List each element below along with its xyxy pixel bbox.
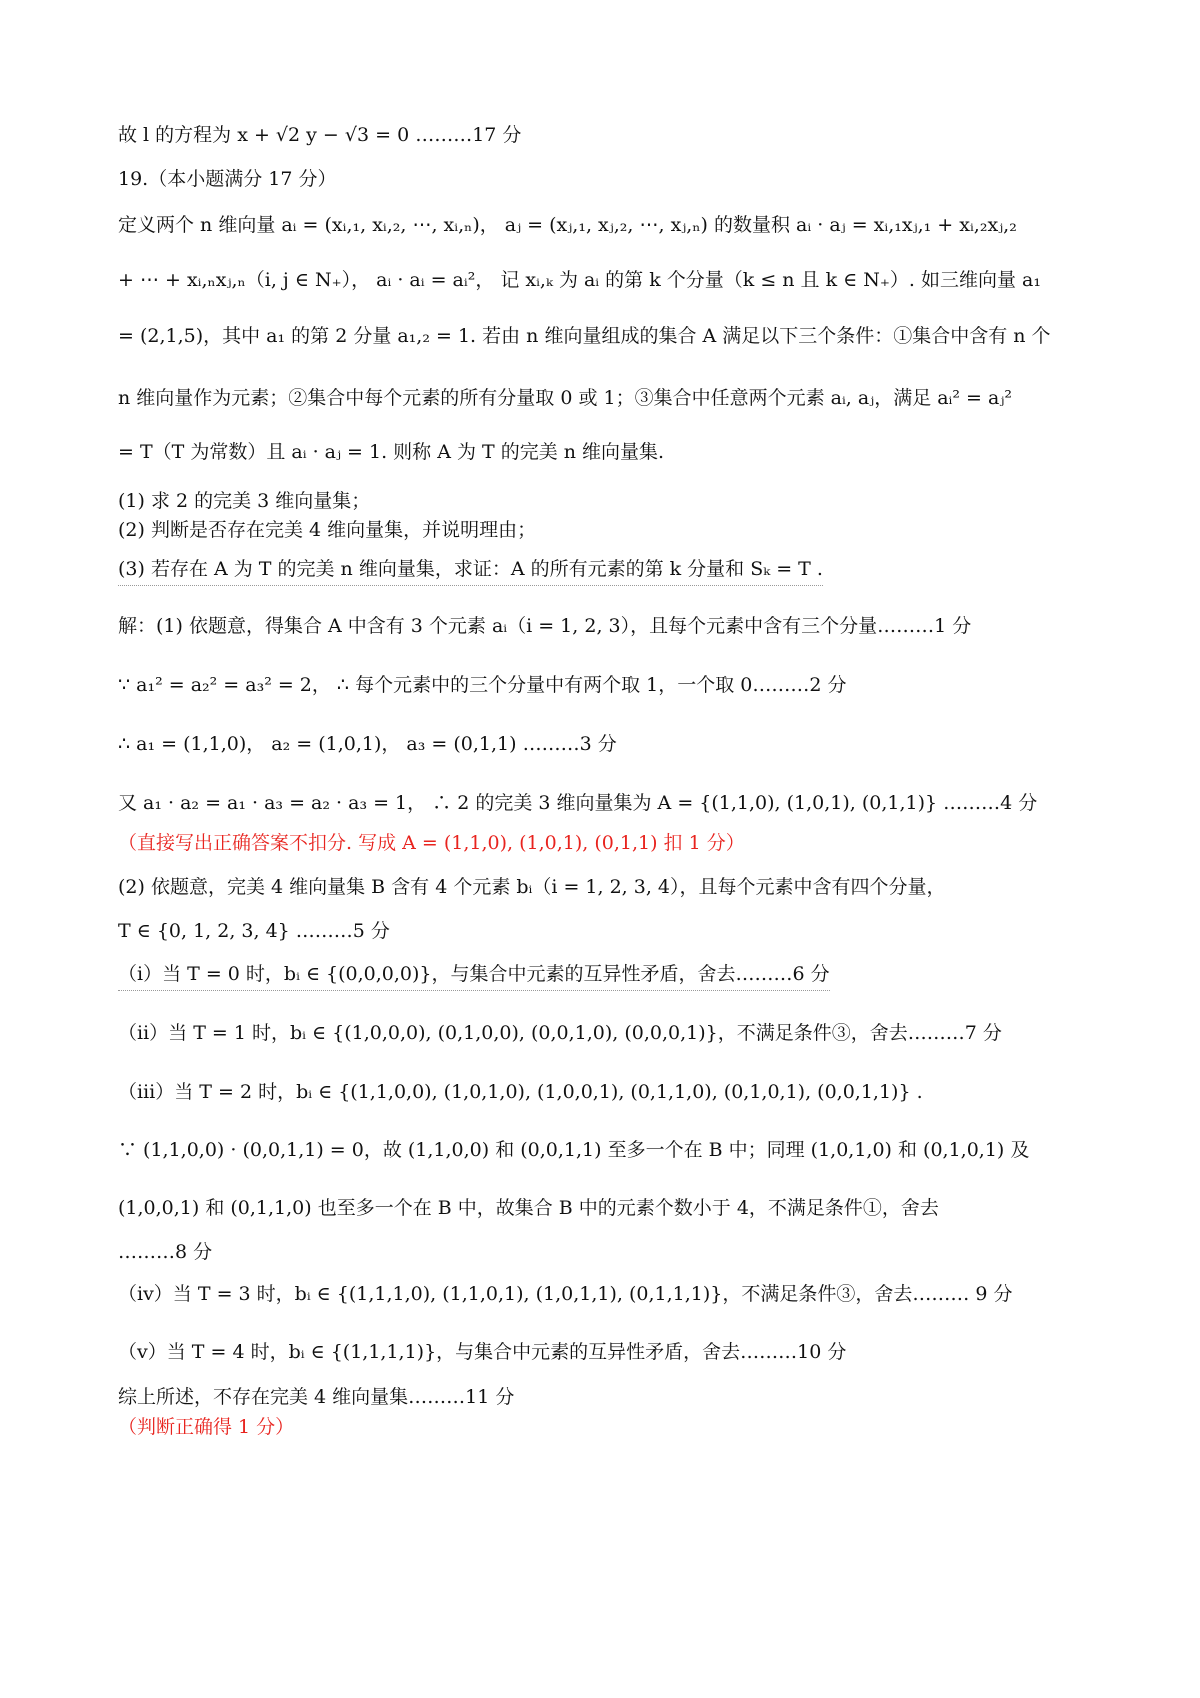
case-3: （ⅲ）当 T = 2 时，bᵢ ∈ {(1,1,0,0), (1,0,1,0), (1,0,0,1), (0,1,1,0), (0,1,0,1), (0,0,1,1)} .	[118, 1081, 923, 1103]
case-5: （ⅴ）当 T = 4 时，bᵢ ∈ {(1,1,1,1)}，与集合中元素的互异性矛盾，舍去………10 分	[118, 1341, 847, 1363]
solution-line-4: 又 a₁ · a₂ = a₁ · a₃ = a₂ · a₃ = 1， ∴ 2 的完美 3 维向量集为 A = {(1,1,0), (1,0,1), (0,1,1)} ………4 分	[118, 792, 1038, 814]
problem-definition-line-2: + ⋯ + xᵢ,ₙxⱼ,ₙ（i, j ∈ N₊）， aᵢ · aᵢ = aᵢ²， 记 xᵢ,ₖ 为 aᵢ 的第 k 个分量（k ≤ n 且 k ∈ N₊）. 如三维向量 a₁	[118, 269, 1041, 291]
problem-definition-line-4: n 维向量作为元素；②集合中每个元素的所有分量取 0 或 1；③集合中任意两个元素 aᵢ, aⱼ，满足 aᵢ² = aⱼ²	[118, 387, 1012, 409]
question-2: (2) 判断是否存在完美 4 维向量集，并说明理由；	[118, 519, 537, 541]
grading-note-2: （判断正确得 1 分）	[118, 1416, 295, 1438]
case-3-reasoning-1: ∵ (1,1,0,0) · (0,0,1,1) = 0，故 (1,1,0,0) 和 (0,0,1,1) 至多一个在 B 中；同理 (1,0,1,0) 和 (0,1,0,1) 及	[118, 1139, 1030, 1161]
answer-line-line-equation: 故 l 的方程为 x + √2 y − √3 = 0 ………17 分	[118, 124, 522, 146]
problem-definition-line-5: = T（T 为常数）且 aᵢ · aⱼ = 1. 则称 A 为 T 的完美 n 维向量集.	[118, 441, 665, 463]
solution-line-5: (2) 依题意，完美 4 维向量集 B 含有 4 个元素 bᵢ（i = 1, 2, 3, 4），且每个元素中含有四个分量，	[118, 876, 946, 898]
grading-note-1: （直接写出正确答案不扣分. 写成 A = (1,1,0), (1,0,1), (0,1,1) 扣 1 分）	[118, 832, 745, 854]
problem-definition-line-1: 定义两个 n 维向量 aᵢ = (xᵢ,₁, xᵢ,₂, ⋯, xᵢ,ₙ)， aⱼ = (xⱼ,₁, xⱼ,₂, ⋯, xⱼ,ₙ) 的数量积 aᵢ · aⱼ = xᵢ,₁xⱼ,₁ + xᵢ,₂xⱼ,₂	[118, 214, 1017, 236]
conclusion-line: 综上所述，不存在完美 4 维向量集………11 分	[118, 1386, 515, 1408]
case-1: （ⅰ）当 T = 0 时，bᵢ ∈ {(0,0,0,0)}，与集合中元素的互异性矛盾，舍去………6 分	[118, 965, 830, 991]
solution-line-6: T ∈ {0, 1, 2, 3, 4} ………5 分	[118, 920, 390, 942]
solution-line-2: ∵ a₁² = a₂² = a₃² = 2， ∴ 每个元素中的三个分量中有两个取 1，一个取 0………2 分	[118, 674, 847, 696]
solution-line-3: ∴ a₁ = (1,1,0)， a₂ = (1,0,1)， a₃ = (0,1,1) ………3 分	[118, 733, 617, 755]
question-3: (3) 若存在 A 为 T 的完美 n 维向量集，求证：A 的所有元素的第 k 分量和 Sₖ = T .	[118, 560, 823, 586]
solution-line-1: 解：(1) 依题意，得集合 A 中含有 3 个元素 aᵢ（i = 1, 2, 3），且每个元素中含有三个分量………1 分	[118, 615, 972, 637]
case-3-reasoning-2: (1,0,0,1) 和 (0,1,1,0) 也至多一个在 B 中，故集合 B 中的元素个数小于 4，不满足条件①，舍去	[118, 1197, 939, 1219]
question-1: (1) 求 2 的完美 3 维向量集；	[118, 490, 371, 512]
case-4: （ⅳ）当 T = 3 时，bᵢ ∈ {(1,1,1,0), (1,1,0,1), (1,0,1,1), (0,1,1,1)}，不满足条件③，舍去……… 9 分	[118, 1283, 1013, 1305]
problem-definition-line-3: = (2,1,5)，其中 a₁ 的第 2 分量 a₁,₂ = 1. 若由 n 维向量组成的集合 A 满足以下三个条件：①集合中含有 n 个	[118, 325, 1051, 347]
case-3-score: ………8 分	[118, 1241, 213, 1263]
problem-19-heading: 19.（本小题满分 17 分）	[118, 168, 337, 190]
case-2: （ⅱ）当 T = 1 时，bᵢ ∈ {(1,0,0,0), (0,1,0,0), (0,0,1,0), (0,0,0,1)}，不满足条件③，舍去………7 分	[118, 1022, 1002, 1044]
